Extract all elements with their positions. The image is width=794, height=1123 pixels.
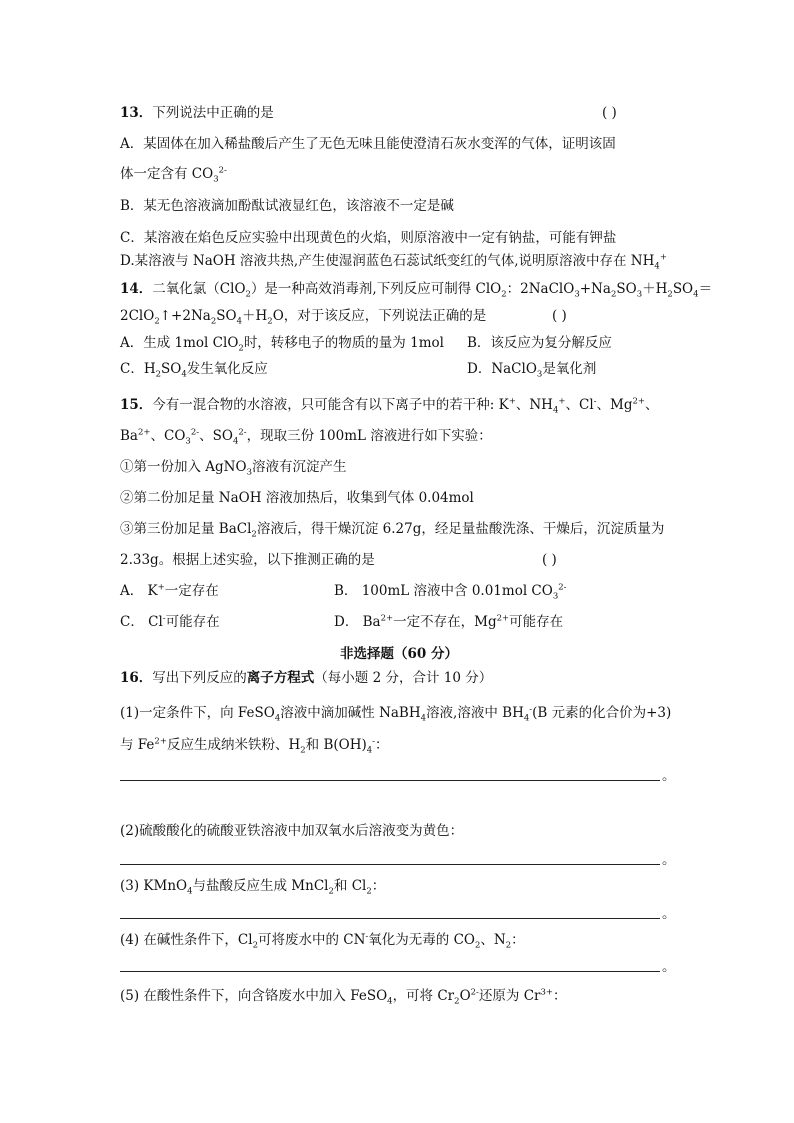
q15-experiment-1: ①第一份加入 AgNO$_3$溶液有沉淀产生 xyxy=(120,459,347,478)
q16-part3: (3) KMnO$_4$与盐酸反应生成 MnCl$_2$和 $Cl_2$： xyxy=(120,878,386,897)
q14-option-a: A．生成 1mol ClO$_2$时，转移电子的物质的量为 1mol xyxy=(120,335,444,354)
q13-option-a-line2: 体一定含有 $CO_3^{2-}$ xyxy=(120,165,227,185)
q16-part3-answer-line[interactable] xyxy=(120,918,660,919)
q16-part4-answer-line[interactable] xyxy=(120,971,660,972)
q13-option-c: C．某溶液在焰色反应实验中出现黄色的火焰，则原溶液中一定有钠盐，可能有钾盐 xyxy=(120,230,617,246)
q15-stem-line1: 15．今有一混合物的水溶液，只可能含有以下离子中的若干种: K+、$NH_4^+$、Cl-、$Mg^{2+}$、 xyxy=(120,396,659,416)
q16-part3-period: 。 xyxy=(662,906,676,922)
q15-answer-bracket[interactable]: ( ) xyxy=(542,552,557,568)
q16-part2-period: 。 xyxy=(662,852,676,868)
q16-part1-line1: (1)一定条件下，向 FeSO$_4$溶液中滴加碱性 NaBH$_4$溶液,溶液中 $BH_4^-(B$ 元素的化合价为+3) xyxy=(120,704,672,724)
q13-option-d: D.某溶液与 NaOH 溶液共热,产生使湿润蓝色石蕊试纸变红的气体,说明原溶液中存在 $NH_4^+$ xyxy=(120,252,667,272)
q16-part2-answer-line[interactable] xyxy=(120,864,660,865)
q15-option-a: A． K+一定存在 xyxy=(120,582,219,599)
q15-experiment-3-cont: 2.33g。根据上述实验，以下推测正确的是 xyxy=(120,552,375,568)
q16-part4: (4) 在碱性条件下，$Cl_2$可将废水中的 CN-氧化为无毒的 $CO_2$、$N_2$： xyxy=(120,931,525,951)
q14-option-d: D．NaClO$_3$是氧化剂 xyxy=(467,361,597,380)
section-title: 非选择题（60 分） xyxy=(340,646,458,662)
q15-option-d: D． $Ba^{2+}$一定不存在，$Mg^{2+}$可能存在 xyxy=(334,613,564,630)
q13-option-a-line1: A．某固体在加入稀盐酸后产生了无色无味且能使澄清石灰水变浑的气体，证明该固 xyxy=(120,136,616,152)
q16-part1-line2: 与 $Fe^{2+}$反应生成纳米铁粉、$H_2$和 $B(OH)_4^-$： xyxy=(120,736,389,756)
q16-part1-period: 。 xyxy=(662,768,676,784)
q13-option-b: B．某无色溶液滴加酚酞试液显红色，该溶液不一定是碱 xyxy=(120,198,454,214)
q15-option-b: B． 100mL 溶液中含 0.01mol $CO_3^{2-}$ xyxy=(334,582,567,602)
q14-stem-line2: $2ClO_2↑+2Na_2SO_4+H_2O$，对于该反应，下列说法正确的是 xyxy=(120,308,487,327)
q16-part4-period: 。 xyxy=(662,959,676,975)
q15-option-c: C． Cl-可能存在 xyxy=(120,613,220,630)
q14-answer-bracket[interactable]: ( ) xyxy=(552,308,567,324)
q16-stem: 16．写出下列反应的离子方程式（每小题 2 分，合计 10 分） xyxy=(120,670,493,686)
q16-part5: (5) 在酸性条件下，向含铬废水中加入 FeSO$_4$，可将 $Cr_2O^{2-}$还原为 $Cr^{3+}$： xyxy=(120,987,567,1007)
q15-stem-line2: $Ba^{2+}$、$CO_3^{2-}$、$SO_4^{2-}$，现取三份 100mL 溶液进行如下实验： xyxy=(120,427,492,447)
q16-part1-answer-line[interactable] xyxy=(120,780,660,781)
q14-stem-line1: 14．二氧化氯（ClO$_2$）是一种高效消毒剂,下列反应可制得 ClO$_2$：$2NaClO_3+Na_2SO_3+H_2SO_4=$ xyxy=(120,281,713,300)
q15-experiment-2: ②第二份加足量 NaOH 溶液加热后，收集到气体 0.04mol xyxy=(120,490,474,506)
q13-stem: 13．下列说法中正确的是 xyxy=(120,105,274,121)
q16-part2: (2)硫酸酸化的硫酸亚铁溶液中加双氧水后溶液变为黄色： xyxy=(120,823,464,839)
q15-experiment-3: ③第三份加足量 BaCl$_2$溶液后，得干燥沉淀 6.27g，经足量盐酸洗涤、干燥后，沉淀质量为 xyxy=(120,521,665,540)
q14-option-c: C．$H_2SO_4$发生氧化反应 xyxy=(120,361,268,380)
q13-answer-bracket[interactable]: ( ) xyxy=(602,105,617,121)
q14-option-b: B．该反应为复分解反应 xyxy=(467,335,612,351)
